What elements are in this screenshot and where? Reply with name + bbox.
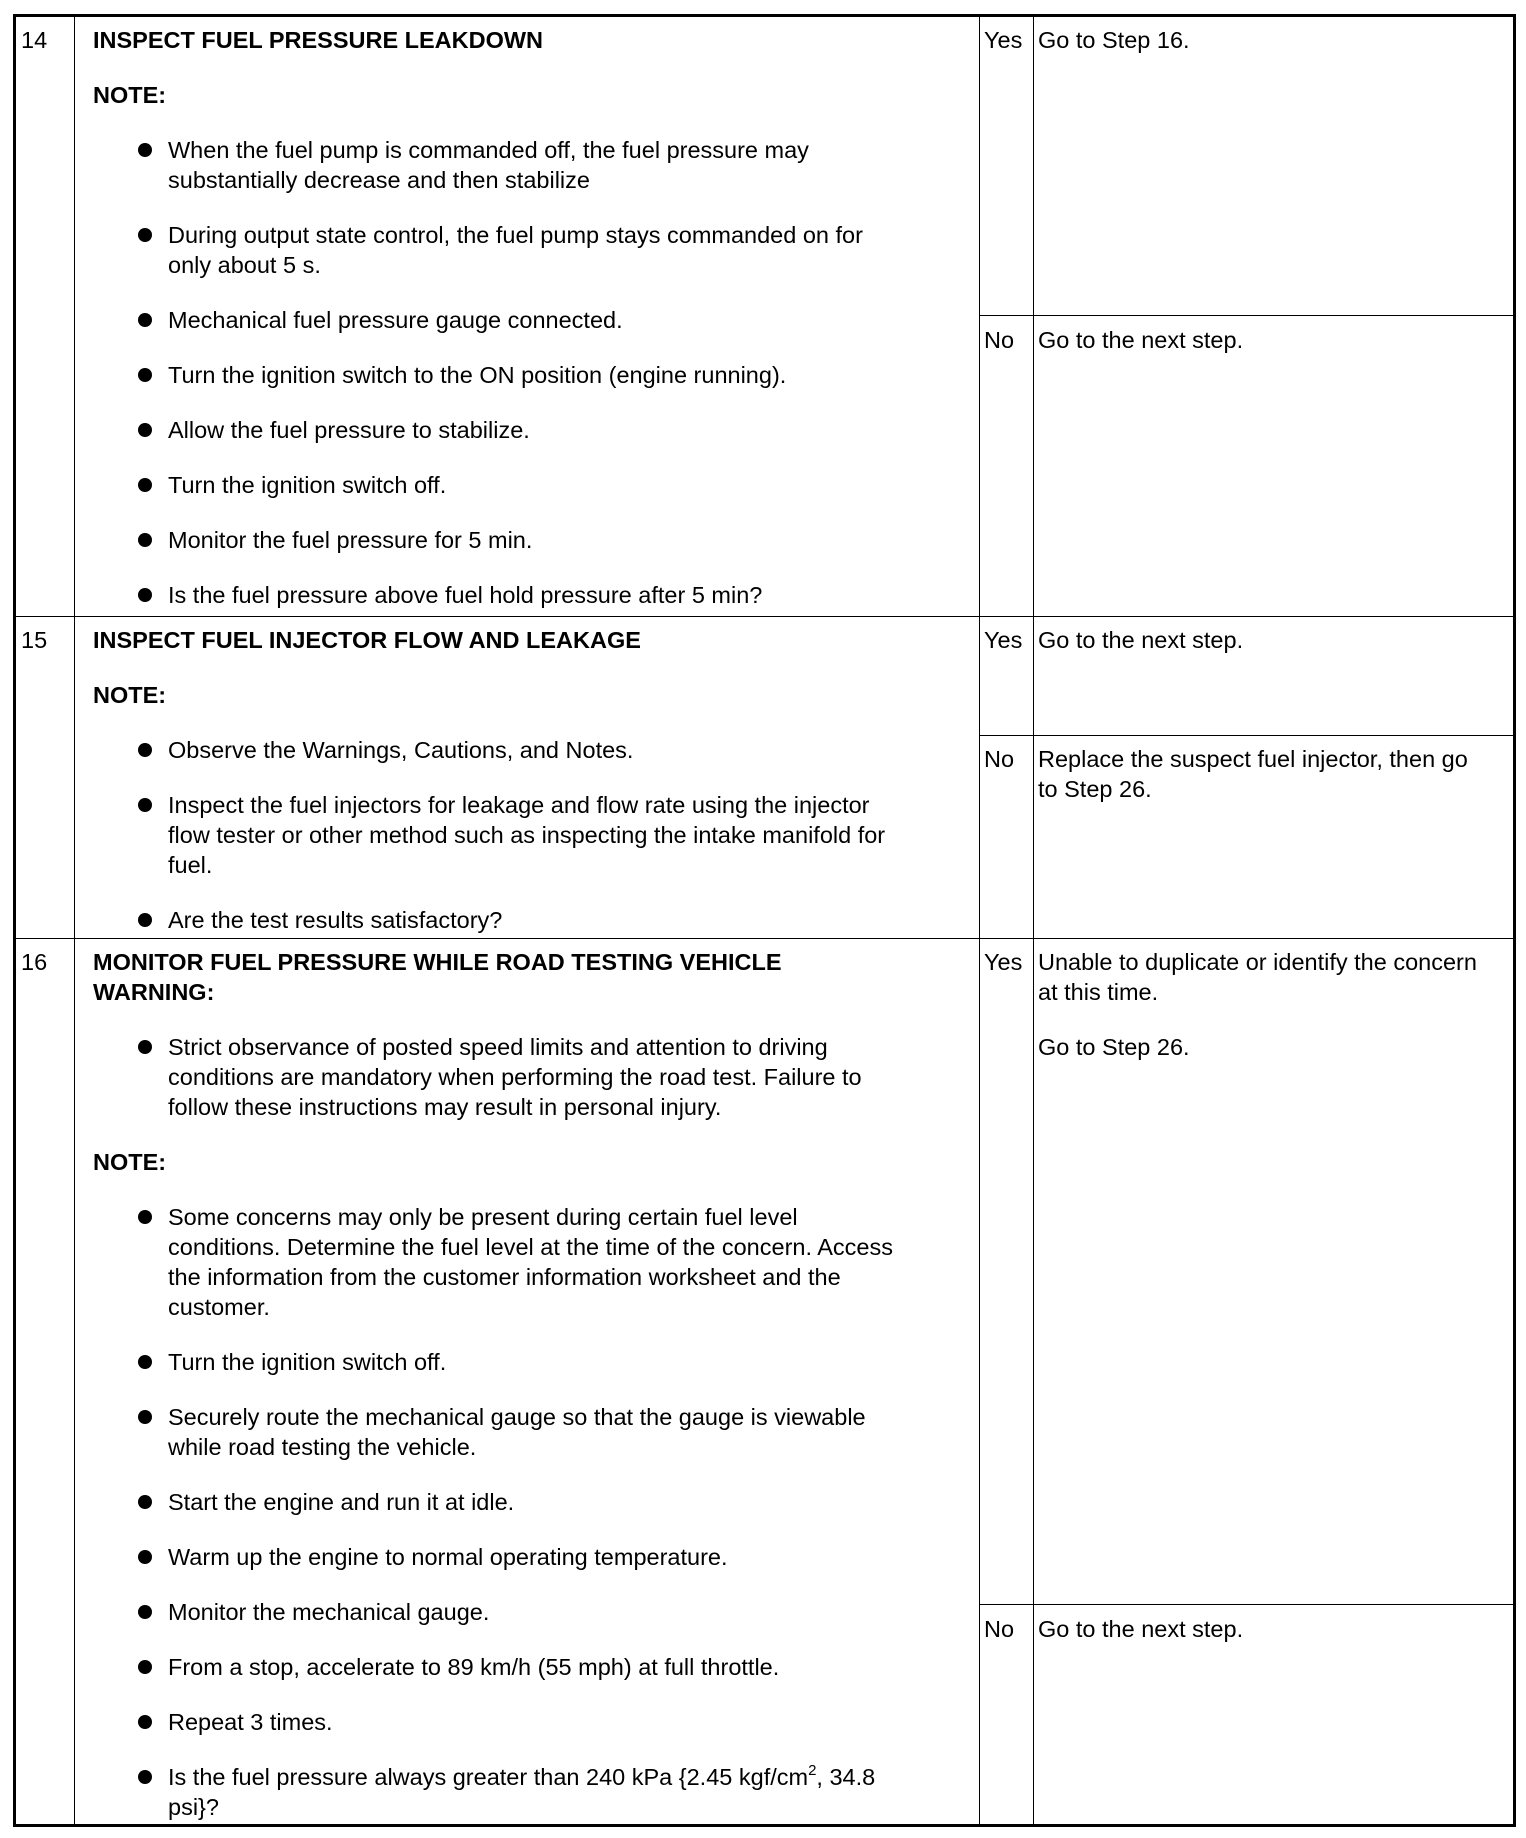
bullet-icon [138,1040,152,1054]
yes-no-divider-15 [979,735,1513,736]
question-text: Is the fuel pressure always greater than 240 kPa {2.45 kgf/cm [168,1764,809,1790]
step-title: MONITOR FUEL PRESSURE WHILE ROAD TESTING VEHICLE [93,949,782,975]
bullet-icon [138,1210,152,1224]
list-item-text: During output state control, the fuel pump stays commanded on for [168,222,863,248]
note-label: NOTE: [93,82,167,108]
bullet-icon [138,1605,152,1619]
row-divider-14-15 [16,616,1513,617]
list-item-text: Are the test results satisfactory? [168,907,503,933]
bullet-icon [138,313,152,327]
bullet-icon [138,1770,152,1784]
list-item-text: Allow the fuel pressure to stabilize. [168,417,530,443]
no-label: No [984,746,1015,772]
yes-no-divider-16 [979,1604,1513,1605]
list-item-text: Warm up the engine to normal operating temperature. [168,1544,728,1570]
note-label: NOTE: [93,1149,167,1175]
step-number: 15 [21,627,48,653]
bullet-icon [138,1660,152,1674]
list-item-text [168,1762,875,1792]
list-item-text: fuel. [168,852,213,878]
list-item-text: Start the engine and run it at idle. [168,1489,515,1515]
column-divider-result [979,17,980,1824]
list-item-text: When the fuel pump is commanded off, the fuel pressure may [168,137,809,163]
no-action: to Step 26. [1038,776,1152,802]
bullet-icon [138,743,152,757]
list-item-text: only about 5 s. [168,252,321,278]
row-divider-15-16 [16,938,1513,939]
list-item-text: substantially decrease and then stabilize [168,167,590,193]
yes-action: Unable to duplicate or identify the concern [1038,949,1477,975]
list-item-text: customer. [168,1294,270,1320]
yes-label: Yes [984,627,1023,653]
bullet-icon [138,1355,152,1369]
list-item-text: Securely route the mechanical gauge so that the gauge is viewable [168,1404,866,1430]
list-item-text: Is the fuel pressure above fuel hold pressure after 5 min? [168,582,763,608]
column-divider-step [74,17,75,1824]
yes-label: Yes [984,27,1023,53]
bullet-icon [138,1715,152,1729]
list-item-text: Turn the ignition switch off. [168,472,447,498]
list-item-text: Some concerns may only be present during certain fuel level [168,1204,798,1230]
no-action: Go to the next step. [1038,327,1244,353]
list-item-text: Observe the Warnings, Cautions, and Notes. [168,737,634,763]
list-item-text: follow these instructions may result in personal injury. [168,1094,722,1120]
list-item-text: Monitor the fuel pressure for 5 min. [168,527,533,553]
step-number: 14 [21,27,48,53]
no-action: Go to the next step. [1038,1616,1244,1642]
list-item-text: Mechanical fuel pressure gauge connected. [168,307,623,333]
list-item-text: Strict observance of posted speed limits and attention to driving [168,1034,828,1060]
bullet-icon [138,913,152,927]
note-label: NOTE: [93,682,167,708]
list-item-text: Repeat 3 times. [168,1709,333,1735]
step-number: 16 [21,949,48,975]
bullet-icon [138,423,152,437]
list-item-text: Turn the ignition switch off. [168,1349,447,1375]
list-item-text: conditions. Determine the fuel level at the time of the concern. Access [168,1234,893,1260]
bullet-icon [138,588,152,602]
column-divider-action [1033,17,1034,1824]
bullet-icon [138,1495,152,1509]
bullet-icon [138,798,152,812]
bullet-icon [138,478,152,492]
bullet-icon [138,368,152,382]
list-item-text: psi}? [168,1794,219,1820]
superscript: 2 [808,1762,817,1779]
warning-label: WARNING: [93,979,215,1005]
list-item-text: the information from the customer information worksheet and the [168,1264,841,1290]
question-text: , 34.8 [816,1764,876,1790]
list-item-text: conditions are mandatory when performing the road test. Failure to [168,1064,862,1090]
diagnostic-table [13,14,1516,1827]
list-item-text: Inspect the fuel injectors for leakage and flow rate using the injector [168,792,870,818]
list-item-text: Turn the ignition switch to the ON position (engine running). [168,362,787,388]
list-item-text: while road testing the vehicle. [168,1434,477,1460]
bullet-icon [138,533,152,547]
list-item-text: Monitor the mechanical gauge. [168,1599,490,1625]
step-title: INSPECT FUEL INJECTOR FLOW AND LEAKAGE [93,627,641,653]
yes-action: at this time. [1038,979,1159,1005]
bullet-icon [138,1410,152,1424]
no-label: No [984,1616,1015,1642]
no-label: No [984,327,1015,353]
no-action: Replace the suspect fuel injector, then go [1038,746,1468,772]
list-item-text: flow tester or other method such as inspecting the intake manifold for [168,822,886,848]
bullet-icon [138,143,152,157]
yes-action: Go to the next step. [1038,627,1244,653]
yes-no-divider-14 [979,315,1513,316]
bullet-icon [138,1550,152,1564]
yes-action: Go to Step 16. [1038,27,1190,53]
bullet-icon [138,228,152,242]
yes-label: Yes [984,949,1023,975]
step-title: INSPECT FUEL PRESSURE LEAKDOWN [93,27,544,53]
yes-action: Go to Step 26. [1038,1034,1190,1060]
list-item-text: From a stop, accelerate to 89 km/h (55 mph) at full throttle. [168,1654,780,1680]
